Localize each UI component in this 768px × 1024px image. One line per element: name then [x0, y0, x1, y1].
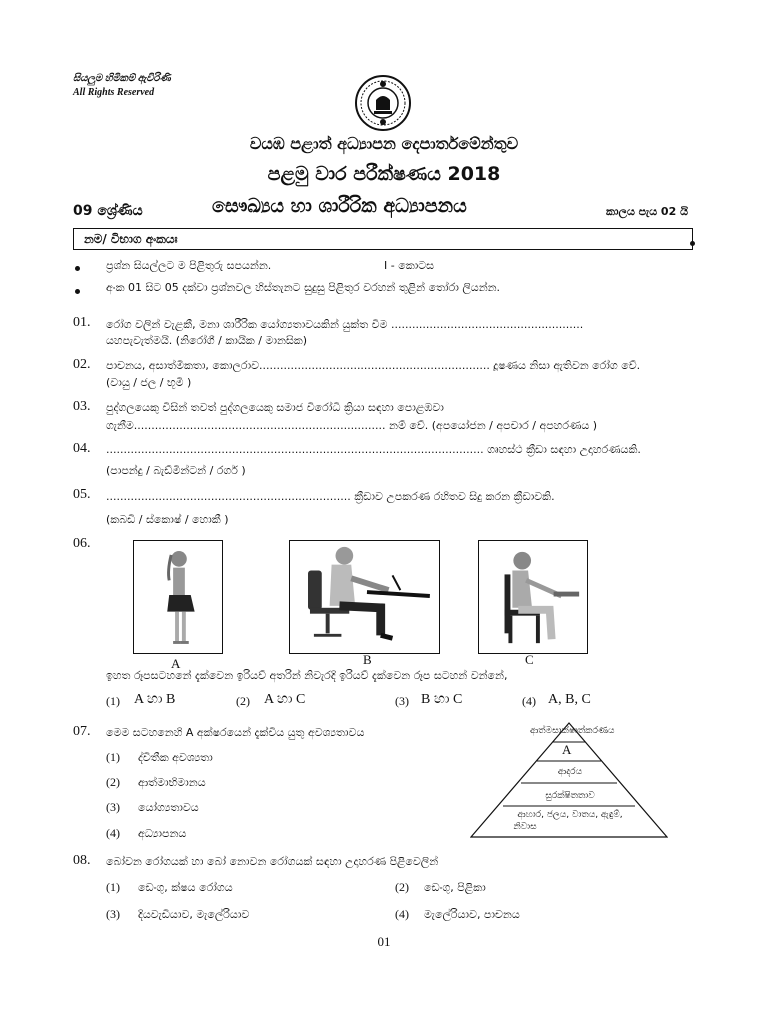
- q08-option-3[interactable]: දියවැඩියාව, මැලේරියාව: [138, 908, 250, 921]
- question-number: 02.: [73, 357, 91, 372]
- q06-option-2[interactable]: A හා C: [264, 692, 306, 707]
- q06-option-4[interactable]: A, B, C: [548, 692, 591, 707]
- instruction-1: ප්‍රශ්න සියල්ලට ම පිළිතුරු සපයන්න.: [106, 259, 272, 272]
- figure-label-b: B: [363, 652, 372, 667]
- figure-label-c: C: [525, 652, 534, 667]
- question-number: 05.: [73, 487, 91, 502]
- rights-sinhala: සියලුම හිමිකම් ඇවිරිණි: [73, 73, 171, 84]
- option-number: (2): [106, 775, 120, 789]
- question-number: 07.: [73, 724, 91, 739]
- q07-option-4[interactable]: අධ්‍යාපනය: [138, 827, 187, 840]
- name-index-field[interactable]: [73, 228, 693, 250]
- option-number: (4): [106, 826, 120, 840]
- rights-notice: [73, 72, 171, 100]
- option-number: (4): [395, 907, 409, 921]
- q05-choices: (කබඩි / ස්කොෂ් / හොකී ): [106, 513, 229, 526]
- question-number: 06.: [73, 536, 91, 551]
- q03-text: පුද්ගලයෙකු විසින් තවත් පුද්ගලයෙකු සමාජ විරෝධී ක්‍රියා සඳහා පොළඹවා: [106, 401, 444, 414]
- q08-option-2[interactable]: ඩෙංගු, පිළිකා: [424, 881, 486, 894]
- q01-text: රෝග වලින් වැළකී, මනා ශාරීරික යෝග්‍යතාවයකින් යුක්ත වීම .......................................................: [106, 318, 584, 331]
- needs-pyramid-diagram: [470, 722, 668, 838]
- q01-choices: යහපැවැත්මයි. (නිරෝගී / කායික / මානසික): [106, 334, 308, 347]
- option-number: (1): [106, 750, 120, 764]
- pyramid-level-a: A: [562, 742, 572, 757]
- question-number: 01.: [73, 315, 91, 330]
- option-number: (3): [395, 694, 409, 708]
- q07-option-2[interactable]: ආත්මාභිමානය: [138, 776, 206, 789]
- state-emblem-icon: [354, 74, 412, 132]
- question-number: 08.: [73, 853, 91, 868]
- q08-text: බෝවන රෝගයක් හා බෝ නොවන රෝගයක් සඳහා උදාහරණ පිළිවෙලින්: [106, 855, 439, 868]
- part-label: I - කොටස: [384, 259, 435, 272]
- posture-figure-sitting-chair: [478, 540, 588, 654]
- name-index-label: නම/ විභාග අංකයඃ: [84, 232, 178, 246]
- posture-figure-standing: [133, 540, 223, 654]
- q07-option-3[interactable]: යෝග්‍යතාවය: [138, 801, 199, 814]
- grade-label: 09 ශ්‍රේණිය: [73, 203, 143, 219]
- q08-option-1[interactable]: ඩෙංගු, ක්ෂය රෝගය: [138, 881, 233, 894]
- option-number: (1): [106, 694, 120, 708]
- option-number: (1): [106, 880, 120, 894]
- option-number: (4): [522, 694, 536, 708]
- instruction-2: අංක 01 සිට 05 දක්වා ප්‍රශ්නවල හිස්තැනට සුදුසු පිළිතුර වරහන් තුළින් තෝරා ලියන්න.: [106, 281, 501, 294]
- q03-text-cont: ගැනීම........................................................................ නම් වේ. (අපයෝජන / අපචාර / අපහරණය ): [106, 419, 598, 432]
- q07-text: මෙම සටහනෙහි A අක්ෂරයෙන් දැක්විය යුතු අවශ්‍යතාවය: [106, 726, 365, 739]
- pyramid-level-physiological: ආහාර, ජලය, වාතය, ඇඳුම්,: [517, 810, 623, 820]
- bullet-icon: [75, 289, 80, 294]
- option-number: (2): [236, 694, 250, 708]
- figure-label-a: A: [171, 656, 181, 671]
- q08-option-4[interactable]: මැලේරියාව, පාචනය: [424, 908, 520, 921]
- q05-text: ...................................................................... ක්‍රීඩාව උපකරණ රහිතව සිදු කරන ක්‍රීඩාවකි.: [106, 490, 555, 503]
- option-number: (3): [106, 800, 120, 814]
- q02-choices: (වායු / ජල / භූමි ): [106, 376, 192, 389]
- page-number: 01: [377, 934, 391, 949]
- field-dot: [690, 241, 695, 246]
- pyramid-level-self-actualization: ආත්මසාක්ෂාත්කරණය: [530, 726, 615, 736]
- q06-option-1[interactable]: A හා B: [134, 692, 176, 707]
- subject-title: සෞඛ්‍යය හා ශාරීරික අධ්‍යාපනය: [212, 195, 467, 217]
- pyramid-level-love: ආදරය: [557, 767, 583, 777]
- pyramid-level-physiological-cont: නිවාස: [513, 822, 537, 832]
- exam-title: පළමු වාර පරීක්ෂණය 2018: [267, 163, 501, 185]
- rights-english: All Rights Reserved: [73, 87, 155, 98]
- question-number: 04.: [73, 441, 91, 456]
- bullet-icon: [75, 266, 80, 271]
- department-name: වයඹ පළාත් අධ්‍යාපන දෙපාර්තමේන්තුව: [249, 134, 519, 153]
- option-number: (2): [395, 880, 409, 894]
- posture-figure-sitting-desk: [289, 540, 440, 654]
- q06-text: ඉහත රූපසටහනේ දැක්වෙන ඉරියව් අතරින් නිවැරදි ඉරියව් දැක්වෙන රූප සටහන් වන්නේ,: [106, 669, 508, 682]
- q04-choices: (පාපන්දු / බැඩ්මින්ටන් / රගර් ): [106, 464, 246, 477]
- q02-text: පාචනය, අසාත්මිකතා, කොලරාව.................................................................. දූෂණය නිසා ඇතිවන රෝග වේ.: [106, 359, 641, 372]
- duration-label: කාලය පැය 02 යි: [606, 205, 688, 218]
- pyramid-level-safety: සුරක්ෂිතතාව: [545, 791, 595, 801]
- question-number: 03.: [73, 399, 91, 414]
- q07-option-1[interactable]: ද්විතීක අවශ්‍යතා: [138, 751, 213, 764]
- q04-text: ............................................................................................................ ගෘහස්ථ ක්‍රීඩා සඳහා උදාහරණයකි.: [106, 443, 641, 456]
- q06-option-3[interactable]: B හා C: [421, 692, 463, 707]
- option-number: (3): [106, 907, 120, 921]
